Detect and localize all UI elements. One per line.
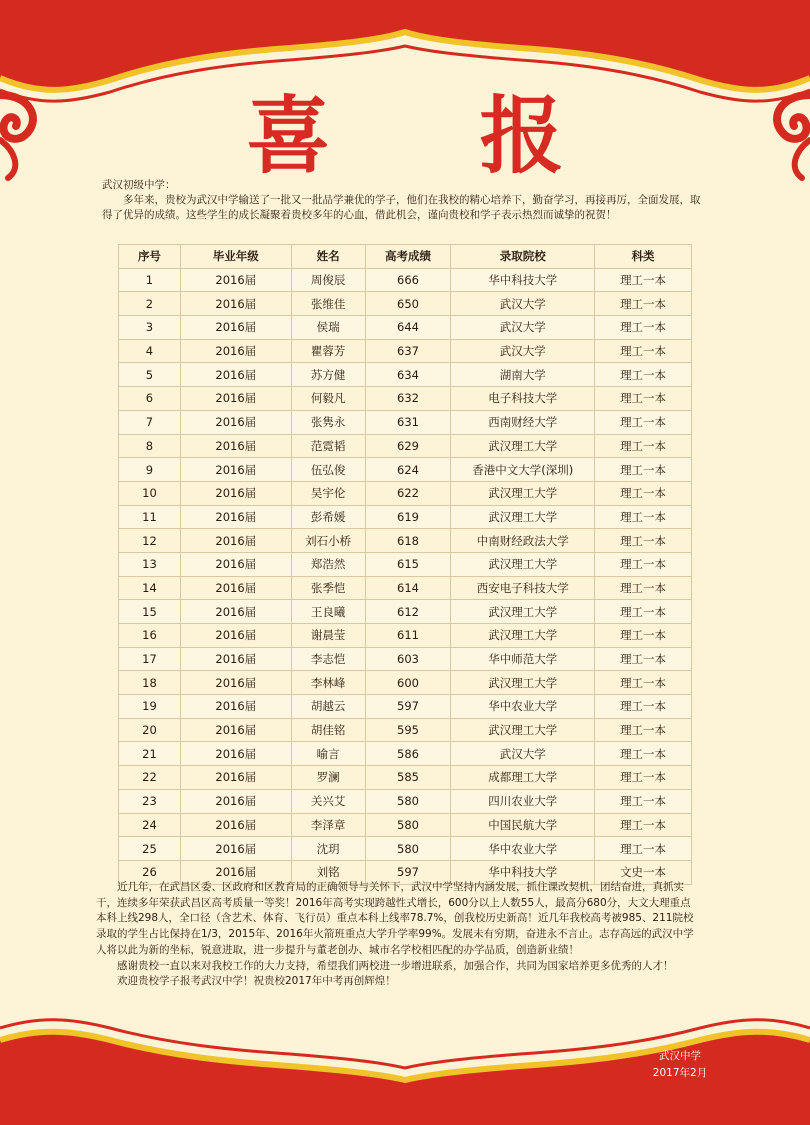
table-cell: 理工一本 (595, 624, 692, 648)
table-cell: 电子科技大学 (451, 387, 595, 411)
table-cell: 580 (365, 813, 451, 837)
table-cell: 武汉理工大学 (451, 600, 595, 624)
table-cell: 理工一本 (595, 268, 692, 292)
closing-paragraph: 感谢贵校一直以来对我校工作的大力支持，希望我们两校进一步增进联系，加强合作，共同为国家培养更多优秀的人才！ (117, 959, 674, 972)
table-row (119, 766, 692, 790)
table-cell: 2016届 (180, 624, 291, 648)
table-header-cell: 姓名 (291, 245, 365, 269)
table-cell: 理工一本 (595, 387, 692, 411)
table-cell: 中国民航大学 (451, 813, 595, 837)
poster-title: 喜 报 (246, 86, 624, 185)
table-cell: 17 (119, 647, 181, 671)
table-row (119, 789, 692, 813)
table-cell: 9 (119, 458, 181, 482)
table-row (119, 529, 692, 553)
table-cell: 理工一本 (595, 363, 692, 387)
table-cell: 2016届 (180, 529, 291, 553)
table-cell: 2016届 (180, 695, 291, 719)
table-cell: 597 (365, 695, 451, 719)
table-cell: 15 (119, 600, 181, 624)
table-row (119, 837, 692, 861)
table-cell: 23 (119, 789, 181, 813)
table-cell: 武汉理工大学 (451, 505, 595, 529)
table-cell: 597 (365, 860, 451, 884)
table-cell: 3 (119, 316, 181, 340)
table-cell: 华中农业大学 (451, 695, 595, 719)
table-cell: 刘石小桥 (291, 529, 365, 553)
table-cell: 胡佳铭 (291, 718, 365, 742)
table-row (119, 813, 692, 837)
table-row (119, 624, 692, 648)
table-row (119, 268, 692, 292)
table-cell: 郑浩然 (291, 552, 365, 576)
table-cell: 14 (119, 576, 181, 600)
table-cell: 武汉大学 (451, 292, 595, 316)
table-cell: 吴宇伦 (291, 481, 365, 505)
table-cell: 理工一本 (595, 410, 692, 434)
table-row (119, 363, 692, 387)
table-cell: 2016届 (180, 576, 291, 600)
table-cell: 16 (119, 624, 181, 648)
table-cell: 华中科技大学 (451, 268, 595, 292)
table-cell: 王良曦 (291, 600, 365, 624)
table-header-row (119, 245, 692, 269)
table-cell: 理工一本 (595, 576, 692, 600)
table-cell: 理工一本 (595, 600, 692, 624)
table-cell: 595 (365, 718, 451, 742)
table-cell: 武汉理工大学 (451, 671, 595, 695)
table-cell: 2016届 (180, 387, 291, 411)
table-cell: 武汉理工大学 (451, 434, 595, 458)
table-cell: 华中农业大学 (451, 837, 595, 861)
table-cell: 2016届 (180, 268, 291, 292)
table-cell: 苏方健 (291, 363, 365, 387)
table-cell: 李志恺 (291, 647, 365, 671)
table-cell: 624 (365, 458, 451, 482)
table-cell: 585 (365, 766, 451, 790)
table-cell: 2016届 (180, 458, 291, 482)
table-cell: 637 (365, 339, 451, 363)
table-cell: 580 (365, 789, 451, 813)
table-cell: 666 (365, 268, 451, 292)
table-cell: 理工一本 (595, 718, 692, 742)
table-cell: 2016届 (180, 718, 291, 742)
table-cell: 武汉大学 (451, 339, 595, 363)
table-cell: 2016届 (180, 316, 291, 340)
table-cell: 理工一本 (595, 339, 692, 363)
signature-school: 武汉中学 (659, 1050, 701, 1062)
table-cell: 成都理工大学 (451, 766, 595, 790)
table-cell: 22 (119, 766, 181, 790)
letter-body: 多年来，贵校为武汉中学输送了一批又一批品学兼优的学子，他们在我校的精心培养下，勤奋学习，再接再厉，全面发展，取得了优异的成绩。这些学生的成长凝聚着贵校多年的心血，借此机会，谨向贵校和学子表示热烈而诚挚的祝贺！ (102, 194, 701, 221)
table-cell: 7 (119, 410, 181, 434)
table-cell: 20 (119, 718, 181, 742)
table-cell: 武汉理工大学 (451, 718, 595, 742)
table-cell: 范霓韬 (291, 434, 365, 458)
table-row (119, 458, 692, 482)
table-cell: 2016届 (180, 339, 291, 363)
table-row (119, 695, 692, 719)
table-cell: 622 (365, 481, 451, 505)
table-cell: 18 (119, 671, 181, 695)
table-cell: 12 (119, 529, 181, 553)
table-cell: 理工一本 (595, 647, 692, 671)
table-cell: 沈玥 (291, 837, 365, 861)
table-row (119, 505, 692, 529)
table-cell: 2016届 (180, 813, 291, 837)
table-cell: 631 (365, 410, 451, 434)
table-cell: 湖南大学 (451, 363, 595, 387)
table-cell: 理工一本 (595, 813, 692, 837)
table-row (119, 316, 692, 340)
table-cell: 中南财经政法大学 (451, 529, 595, 553)
table-row (119, 742, 692, 766)
table-cell: 600 (365, 671, 451, 695)
table-cell: 2016届 (180, 292, 291, 316)
table-cell: 618 (365, 529, 451, 553)
table-cell: 武汉大学 (451, 316, 595, 340)
table-row (119, 600, 692, 624)
table-cell: 四川农业大学 (451, 789, 595, 813)
table-cell: 彭希媛 (291, 505, 365, 529)
table-row (119, 552, 692, 576)
table-cell: 张维佳 (291, 292, 365, 316)
table-cell: 2016届 (180, 766, 291, 790)
table-cell: 13 (119, 552, 181, 576)
table-cell: 张季恺 (291, 576, 365, 600)
table-header-cell: 录取院校 (451, 245, 595, 269)
table-cell: 西南财经大学 (451, 410, 595, 434)
table-cell: 632 (365, 387, 451, 411)
table-header-cell: 科类 (595, 245, 692, 269)
table-row (119, 481, 692, 505)
table-cell: 2016届 (180, 363, 291, 387)
table-cell: 2016届 (180, 600, 291, 624)
table-cell: 2016届 (180, 647, 291, 671)
table-cell: 2016届 (180, 505, 291, 529)
table-cell: 4 (119, 339, 181, 363)
table-cell: 瞿蓉芳 (291, 339, 365, 363)
table-cell: 理工一本 (595, 481, 692, 505)
table-cell: 理工一本 (595, 695, 692, 719)
table-cell: 理工一本 (595, 671, 692, 695)
table-cell: 2016届 (180, 434, 291, 458)
table-cell: 伍弘俊 (291, 458, 365, 482)
table-cell: 胡越云 (291, 695, 365, 719)
table-row (119, 339, 692, 363)
table-cell: 603 (365, 647, 451, 671)
signature-date: 2017年2月 (652, 1067, 708, 1079)
table-cell: 谢晨莹 (291, 624, 365, 648)
table-cell: 619 (365, 505, 451, 529)
table-cell: 6 (119, 387, 181, 411)
table-cell: 614 (365, 576, 451, 600)
table-cell: 李林峰 (291, 671, 365, 695)
table-cell: 华中师范大学 (451, 647, 595, 671)
table-row (119, 718, 692, 742)
table-cell: 1 (119, 268, 181, 292)
table-cell: 理工一本 (595, 434, 692, 458)
table-header-cell: 高考成绩 (365, 245, 451, 269)
table-row (119, 434, 692, 458)
table-cell: 634 (365, 363, 451, 387)
table-cell: 刘铭 (291, 860, 365, 884)
table-row (119, 576, 692, 600)
table-cell: 24 (119, 813, 181, 837)
closing-paragraph: 欢迎贵校学子报考武汉中学！祝贵校2017年中考再创辉煌！ (117, 975, 396, 988)
table-row (119, 387, 692, 411)
table-cell: 张隽永 (291, 410, 365, 434)
table-cell: 周俊辰 (291, 268, 365, 292)
table-cell: 2016届 (180, 860, 291, 884)
table-cell: 理工一本 (595, 552, 692, 576)
table-cell: 650 (365, 292, 451, 316)
table-cell: 理工一本 (595, 789, 692, 813)
table-cell: 侯瑞 (291, 316, 365, 340)
table-cell: 罗澜 (291, 766, 365, 790)
table-cell: 华中科技大学 (451, 860, 595, 884)
table-cell: 理工一本 (595, 766, 692, 790)
table-cell: 644 (365, 316, 451, 340)
table-cell: 理工一本 (595, 837, 692, 861)
table-cell: 文史一本 (595, 860, 692, 884)
table-row (119, 647, 692, 671)
letter-greeting: 武汉初级中学： (102, 179, 176, 191)
table-cell: 武汉理工大学 (451, 481, 595, 505)
table-cell: 关兴艾 (291, 789, 365, 813)
table-cell: 2016届 (180, 742, 291, 766)
table-cell: 11 (119, 505, 181, 529)
table-cell: 李泽章 (291, 813, 365, 837)
table-cell: 2016届 (180, 552, 291, 576)
table-cell: 2016届 (180, 481, 291, 505)
table-cell: 何毅凡 (291, 387, 365, 411)
table-cell: 武汉大学 (451, 742, 595, 766)
table-cell: 理工一本 (595, 316, 692, 340)
table-cell: 武汉理工大学 (451, 624, 595, 648)
table-cell: 理工一本 (595, 529, 692, 553)
table-cell: 26 (119, 860, 181, 884)
table-cell: 19 (119, 695, 181, 719)
table-cell: 615 (365, 552, 451, 576)
table-header-cell: 序号 (119, 245, 181, 269)
table-cell: 2016届 (180, 789, 291, 813)
letter-intro (102, 178, 704, 223)
closing-text (96, 880, 700, 990)
table-cell: 西安电子科技大学 (451, 576, 595, 600)
table-cell: 612 (365, 600, 451, 624)
table-cell: 2016届 (180, 837, 291, 861)
table-cell: 理工一本 (595, 458, 692, 482)
table-body (119, 268, 692, 884)
table-row (119, 671, 692, 695)
table-cell: 喻言 (291, 742, 365, 766)
table-cell: 理工一本 (595, 505, 692, 529)
table-cell: 8 (119, 434, 181, 458)
table-cell: 理工一本 (595, 742, 692, 766)
table-cell: 586 (365, 742, 451, 766)
table-cell: 2 (119, 292, 181, 316)
table-cell: 10 (119, 481, 181, 505)
table-cell: 5 (119, 363, 181, 387)
table-cell: 25 (119, 837, 181, 861)
table-row (119, 410, 692, 434)
table-header-cell: 毕业年级 (180, 245, 291, 269)
table-cell: 理工一本 (595, 292, 692, 316)
admissions-table (118, 244, 692, 885)
table-cell: 580 (365, 837, 451, 861)
table-cell: 2016届 (180, 410, 291, 434)
signature (640, 1048, 720, 1082)
table-cell: 香港中文大学(深圳) (451, 458, 595, 482)
table-cell: 611 (365, 624, 451, 648)
table-cell: 629 (365, 434, 451, 458)
closing-paragraph: 近几年，在武昌区委、区政府和区教育局的正确领导与关怀下，武汉中学坚持内涵发展，抓住课改契机，团结奋进，真抓实干，连续多年荣获武昌区高考质量一等奖！2016年高考实现跨越性式增长，600分以上人数55人，最高分680分，大文大理重点本科上线298人，全口径（含艺术、体育、飞行员）重点本科上线率78.7%，创我校历史新高！近几年我校高考被985、211院校录取的学生占比保持在1/3，2015年、2016年火箭班重点大学升学率99%。发展未有穷期，奋进永不言止。志存高远的武汉中学人将以此为新的坐标，锐意进取，进一步提升与董老创办、城市名学校相匹配的办学品质，创造新业绩！ (96, 881, 694, 956)
table-row (119, 292, 692, 316)
table-cell: 武汉理工大学 (451, 552, 595, 576)
table-cell: 21 (119, 742, 181, 766)
table-cell: 2016届 (180, 671, 291, 695)
